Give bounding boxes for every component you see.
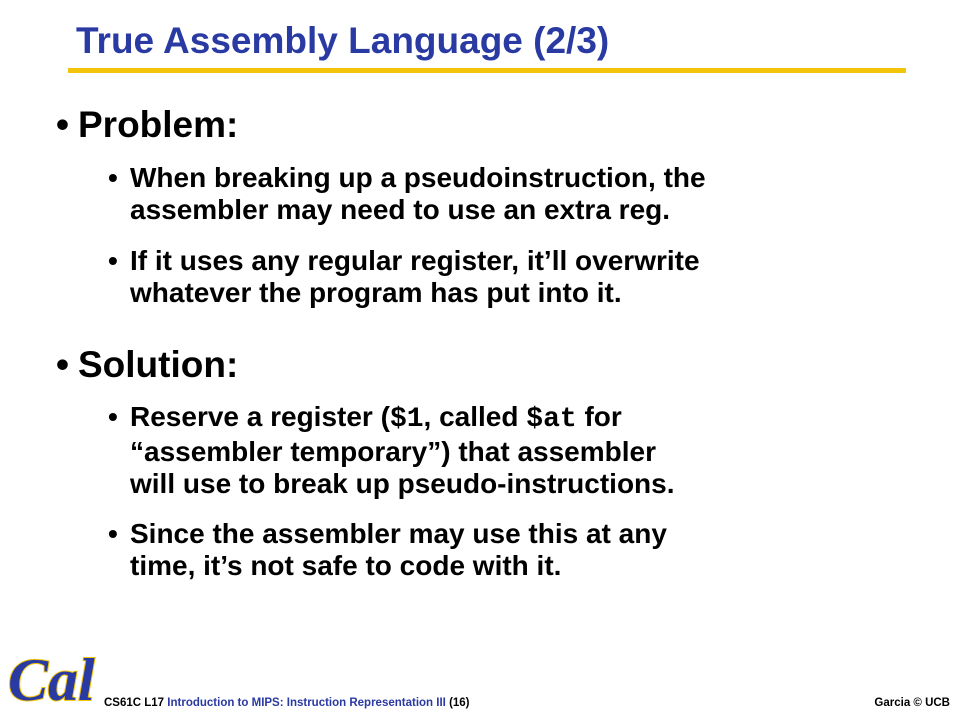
bullet: • <box>108 401 118 432</box>
register-alias: $at <box>526 404 577 435</box>
cal-logo <box>4 642 100 714</box>
text-fragment: Reserve a register ( <box>130 401 390 432</box>
bullet: • <box>56 104 69 145</box>
bullet: • <box>56 344 69 385</box>
course-code: CS61C L17 <box>104 697 165 709</box>
text-line: assembler may need to use an extra reg. <box>130 194 671 225</box>
slide-title: True Assembly Language (2/3) <box>76 20 610 61</box>
solution-heading: Solution: <box>78 344 239 385</box>
text-line: time, it’s not safe to code with it. <box>130 550 562 581</box>
bullet: • <box>108 518 118 549</box>
solution-point-2-text <box>130 518 667 582</box>
text-line: will use to break up pseudo-instructions. <box>130 468 675 499</box>
solution-point-1-text <box>130 401 675 500</box>
text-line: whatever the program has put into it. <box>130 277 622 308</box>
text-fragment: for <box>576 401 622 432</box>
text-line: When breaking up a pseudoinstruction, the <box>130 162 706 193</box>
problem-point-2-text <box>130 245 700 309</box>
problem-heading: Problem: <box>78 104 239 145</box>
text-line <box>130 401 675 436</box>
register-name: $1 <box>389 404 424 435</box>
bullet: • <box>108 245 118 276</box>
text-line: If it uses any regular register, it’ll overwrite <box>130 245 700 276</box>
title-underline <box>68 68 906 73</box>
text-line: “assembler temporary”) that assembler <box>130 436 656 467</box>
footer-left <box>104 697 470 709</box>
text-fragment: , called <box>423 401 527 432</box>
page-number: (16) <box>449 697 470 709</box>
footer-author: Garcia © UCB <box>874 697 950 709</box>
lecture-title: Introduction to MIPS: Instruction Representation III <box>167 697 446 709</box>
bullet: • <box>108 162 118 193</box>
problem-point-1-text <box>130 162 706 226</box>
logo-text: Cal <box>8 647 95 713</box>
text-line: Since the assembler may use this at any <box>130 518 667 549</box>
